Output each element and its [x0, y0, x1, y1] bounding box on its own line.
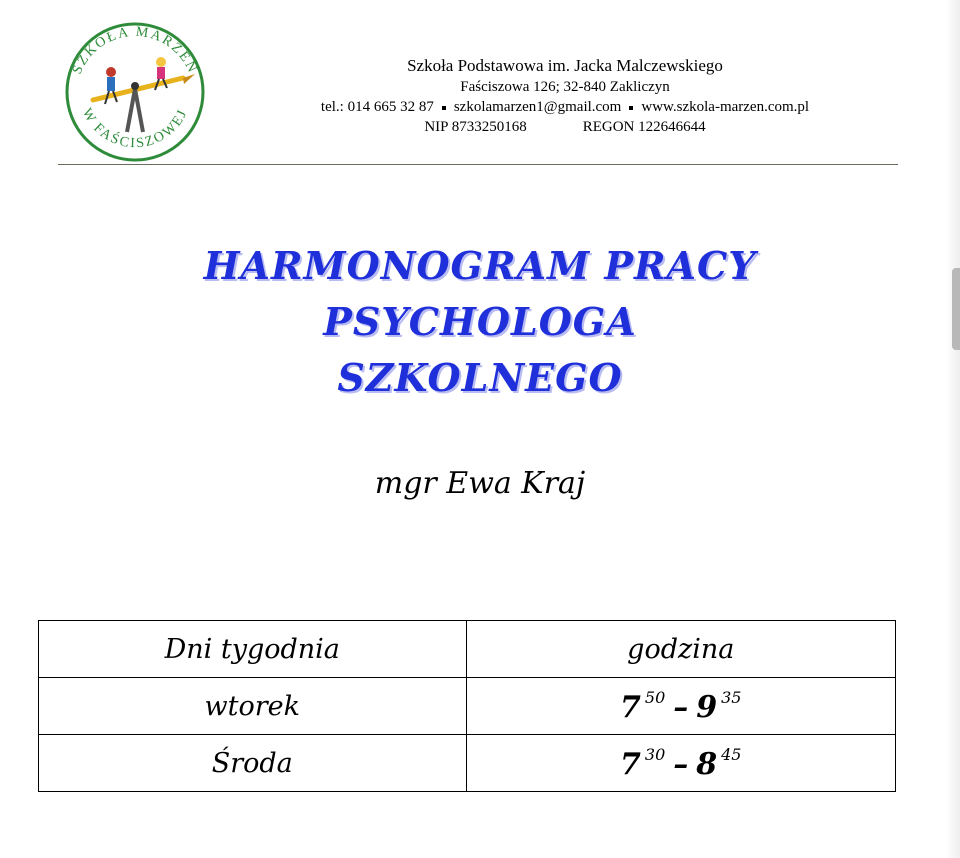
header-days: Dni tygodnia [39, 621, 467, 678]
title-line-2: SZKOLNEGO [337, 355, 623, 400]
bullet-separator [629, 106, 633, 110]
header-divider [58, 164, 898, 165]
phone-number: tel.: 014 665 32 87 [320, 99, 434, 115]
letterhead [240, 55, 890, 137]
end-minutes: 35 [721, 687, 742, 707]
bullet-separator [442, 106, 446, 110]
time-dash: – [673, 746, 689, 782]
schedule-table [38, 620, 896, 792]
end-hour: 9 [696, 689, 718, 725]
title-line-1: HARMONOGRAM PRACY PSYCHOLOGA [203, 243, 757, 344]
website-link[interactable]: www.szkola-marzen.com.pl [641, 99, 810, 115]
header-hours: godzina [466, 621, 896, 678]
school-name: Szkoła Podstawowa im. Jacka Malczewskiego [407, 56, 723, 75]
table-header-row [39, 621, 896, 678]
end-minutes: 45 [721, 744, 742, 764]
start-minutes: 50 [644, 687, 666, 707]
contact-line [240, 97, 890, 117]
page-edge [946, 0, 960, 858]
day-cell: wtorek [39, 678, 467, 735]
logo-text-bottom: W FAŚCISZOWEJ [78, 106, 192, 152]
regon-number: REGON 122646644 [582, 119, 706, 135]
email-address[interactable]: szkolamarzen1@gmail.com [453, 99, 622, 115]
start-minutes: 30 [644, 744, 666, 764]
table-row [39, 735, 896, 792]
hours-cell [466, 735, 896, 792]
start-hour: 7 [620, 746, 641, 782]
hours-cell [466, 678, 896, 735]
psychologist-name: mgr Ewa Kraj [374, 466, 586, 501]
school-address: Faściszowa 126; 32-840 Zakliczyn [460, 79, 670, 95]
end-hour: 8 [696, 746, 718, 782]
scrollbar-handle[interactable] [952, 268, 960, 350]
start-hour: 7 [620, 689, 641, 725]
nip-number: NIP 8733250168 [424, 119, 527, 135]
school-logo [55, 14, 215, 164]
table-row [39, 678, 896, 735]
day-cell: Środa [39, 735, 467, 792]
registration-line [240, 117, 890, 137]
document-title [60, 238, 900, 406]
logo-text-top: SZKOŁA MARZEŃ [69, 24, 201, 77]
time-dash: – [673, 689, 689, 725]
